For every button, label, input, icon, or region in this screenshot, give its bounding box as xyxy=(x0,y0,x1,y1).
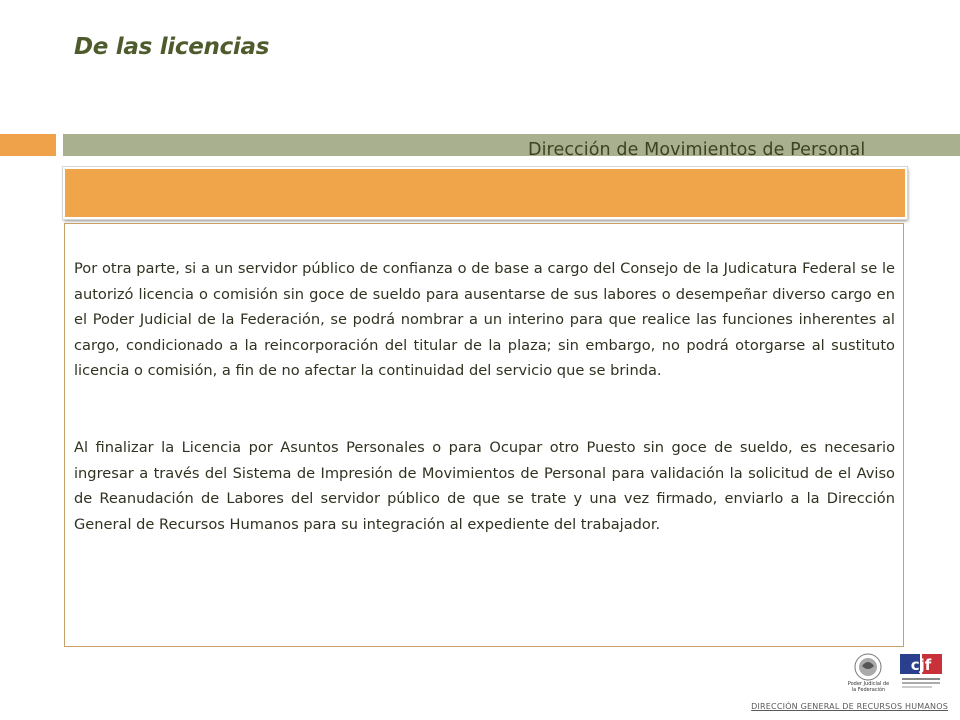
paragraph-1: Por otra parte, si a un servidor público de confianza o de base a cargo del Consejo de la Judicatura Federal se le autorizó licencia o comisión sin goce de sueldo para ausentarse de sus labores o desempeñar diverso cargo en el Poder Judicial de la Federación, se podrá nombrar a un interino para que realice las funciones inherentes al cargo, condicionado a la reincorporación del titular de la plaza; sin embargo, no podrá otorgarse al sustituto licencia o comisión, a fin de no afectar la continuidad del servicio que se brinda. xyxy=(74,260,895,379)
cjf-logo-icon xyxy=(898,652,944,692)
mexico-seal-icon xyxy=(846,652,891,682)
footer-text: DIRECCIÓN GENERAL DE RECURSOS HUMANOS xyxy=(751,702,948,711)
orange-banner xyxy=(63,167,907,219)
paragraph-2: Al finalizar la Licencia por Asuntos Personales o para Ocupar otro Puesto sin goce de sueldo, es necesario ingresar a través del Sistema de Impresión de Movimientos de Personal para validación la solicitud de el Aviso de Reanudación de Labores del servidor público de que se trate y una vez firmado, enviarlo a la Dirección General de Recursos Humanos para su integración al expediente del trabajador. xyxy=(74,439,895,533)
accent-square xyxy=(0,134,56,156)
logos xyxy=(846,652,946,700)
logo-caption: Poder Judicial de la Federación xyxy=(847,681,890,693)
slide-subtitle: Dirección de Movimientos de Personal xyxy=(528,140,866,160)
slide-title: De las licencias xyxy=(74,34,270,60)
svg-text:cjf: cjf xyxy=(910,656,932,674)
